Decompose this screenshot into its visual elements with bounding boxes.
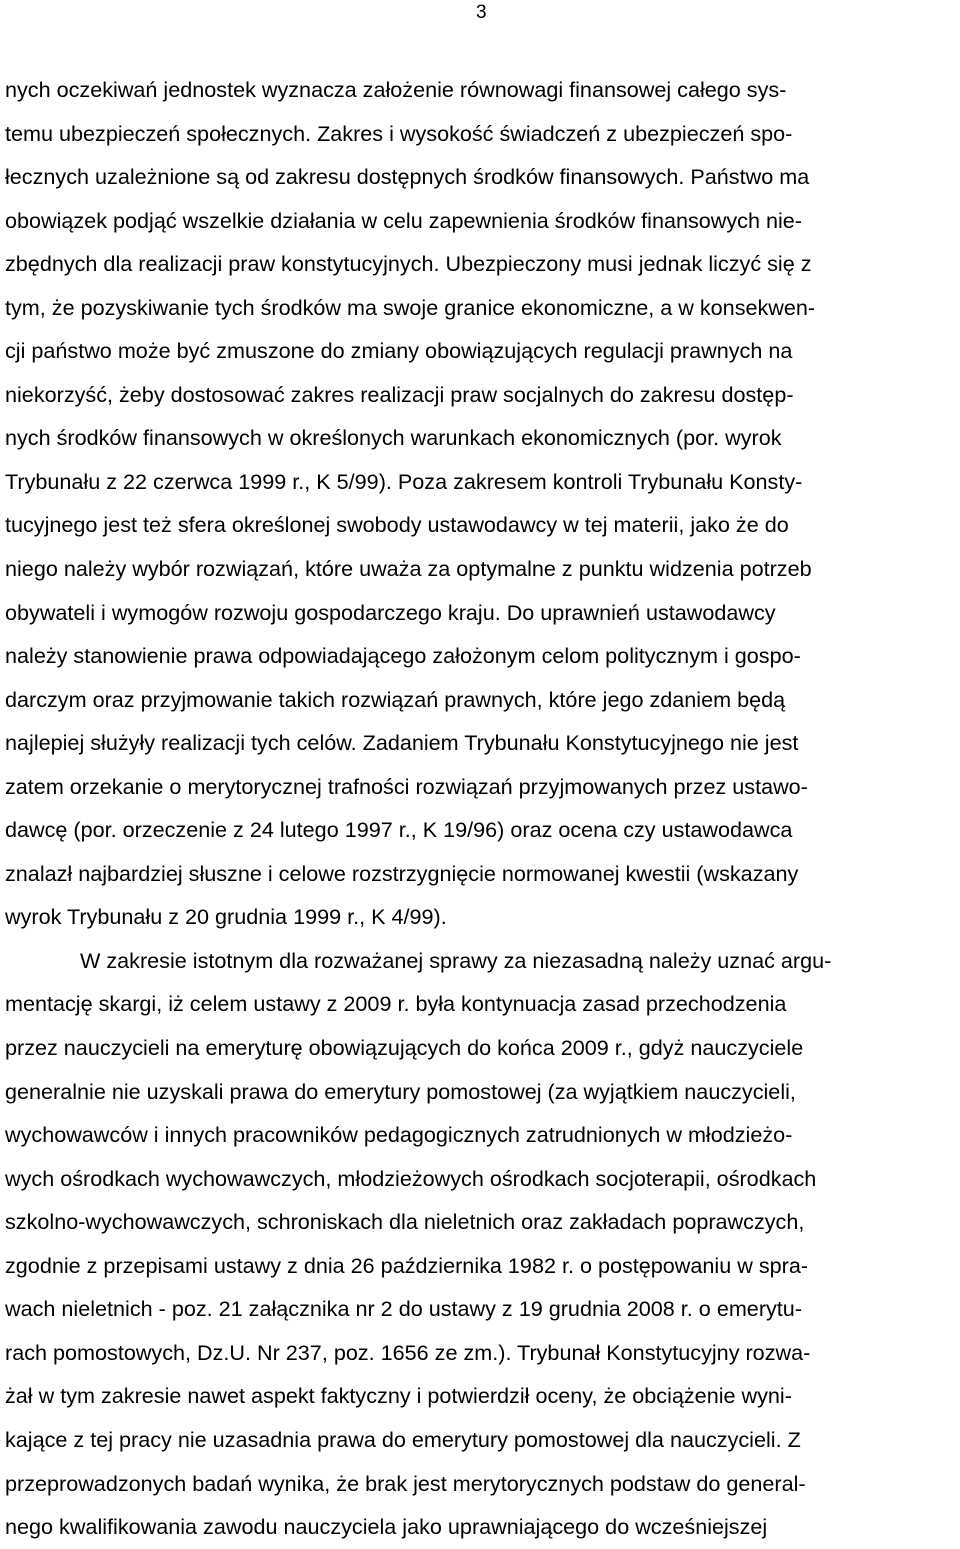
text-line: obywateli i wymogów rozwoju gospodarczego kraju. Do uprawnień ustawodawcy: [5, 599, 776, 625]
text-line: generalnie nie uzyskali prawa do emerytury pomostowej (za wyjątkiem nauczycieli,: [5, 1078, 796, 1104]
text-line: wych ośrodkach wychowawczych, młodzieżowych ośrodkach socjoterapii, ośrodkach: [5, 1165, 817, 1191]
text-line: należy stanowienie prawa odpowiadającego założonym celom politycznym i gospo-: [5, 643, 801, 669]
text-line: nych środków finansowych w określonych warunkach ekonomicznych (por. wyrok: [5, 425, 782, 451]
text-line: szkolno-wychowawczych, schroniskach dla nieletnich oraz zakładach poprawczych,: [5, 1209, 805, 1235]
paragraph-first-line: W zakresie istotnym dla rozważanej sprawy za niezasadną należy uznać argu-: [80, 947, 832, 973]
text-line: niekorzyść, żeby dostosować zakres realizacji praw socjalnych do zakresu dostęp-: [5, 381, 794, 407]
text-line: rach pomostowych, Dz.U. Nr 237, poz. 1656 ze zm.). Trybunał Konstytucyjny rozwa-: [5, 1339, 811, 1365]
text-line: niego należy wybór rozwiązań, które uważa za optymalne z punktu widzenia potrzeb: [5, 556, 812, 582]
text-line: dawcę (por. orzeczenie z 24 lutego 1997 r., K 19/96) oraz ocena czy ustawodawca: [5, 817, 793, 843]
text-line: cji państwo może być zmuszone do zmiany obowiązujących regulacji prawnych na: [5, 338, 793, 364]
text-line: mentację skargi, iż celem ustawy z 2009 r. była kontynuacja zasad przechodzenia: [5, 991, 787, 1017]
text-line: zatem orzekanie o merytorycznej trafności rozwiązań przyjmowanych przez ustawo-: [5, 773, 808, 799]
text-line: zbędnych dla realizacji praw konstytucyjnych. Ubezpieczony musi jednak liczyć się z: [5, 251, 812, 277]
text-line: darczym oraz przyjmowanie takich rozwiązań prawnych, które jego zdaniem będą: [5, 686, 786, 712]
text-line: przez nauczycieli na emeryturę obowiązujących do końca 2009 r., gdyż nauczyciele: [5, 1035, 804, 1061]
text-line: Trybunału z 22 czerwca 1999 r., K 5/99). Poza zakresem kontroli Trybunału Konsty-: [5, 468, 803, 494]
document-body: [5, 68, 950, 1549]
text-line: nego kwalifikowania zawodu nauczyciela jako uprawniającego do wcześniejszej: [5, 1514, 768, 1540]
text-line: przeprowadzonych badań wynika, że brak jest merytorycznych podstaw do general-: [5, 1470, 806, 1496]
text-line: tym, że pozyskiwanie tych środków ma swoje granice ekonomiczne, a w konsekwen-: [5, 294, 816, 320]
text-line: nych oczekiwań jednostek wyznacza założenie równowagi finansowej całego sys-: [5, 77, 787, 102]
text-line: obowiązek podjąć wszelkie działania w celu zapewnienia środków finansowych nie-: [5, 207, 802, 233]
text-line: wychowawców i innych pracowników pedagogicznych zatrudnionych w młodzieżo-: [5, 1122, 793, 1148]
text-line: najlepiej służyły realizacji tych celów. Zadaniem Trybunału Konstytucyjnego nie jest: [5, 730, 799, 756]
text-line: zgodnie z przepisami ustawy z dnia 26 października 1982 r. o postępowaniu w spra-: [5, 1252, 809, 1278]
text-line: kające z tej pracy nie uzasadnia prawa do emerytury pomostowej dla nauczycieli. Z: [5, 1426, 801, 1452]
text-line: tucyjnego jest też sfera określonej swobody ustawodawcy w tej materii, jako że do: [5, 512, 789, 538]
text-line: znalazł najbardziej słuszne i celowe rozstrzygnięcie normowanej kwestii (wskazany: [5, 860, 799, 886]
text-line: żał w tym zakresie nawet aspekt faktyczny i potwierdził oceny, że obciążenie wyni-: [5, 1383, 792, 1409]
text-line: wyrok Trybunału z 20 grudnia 1999 r., K 4/99).: [5, 904, 447, 930]
text-line: temu ubezpieczeń społecznych. Zakres i wysokość świadczeń z ubezpieczeń spo-: [5, 120, 793, 146]
text-line: wach nieletnich - poz. 21 załącznika nr 2 do ustawy z 19 grudnia 2008 r. o emerytu-: [5, 1296, 803, 1322]
text-line: łecznych uzależnione są od zakresu dostępnych środków finansowych. Państwo ma: [5, 164, 810, 190]
page-number: 3: [476, 2, 487, 23]
